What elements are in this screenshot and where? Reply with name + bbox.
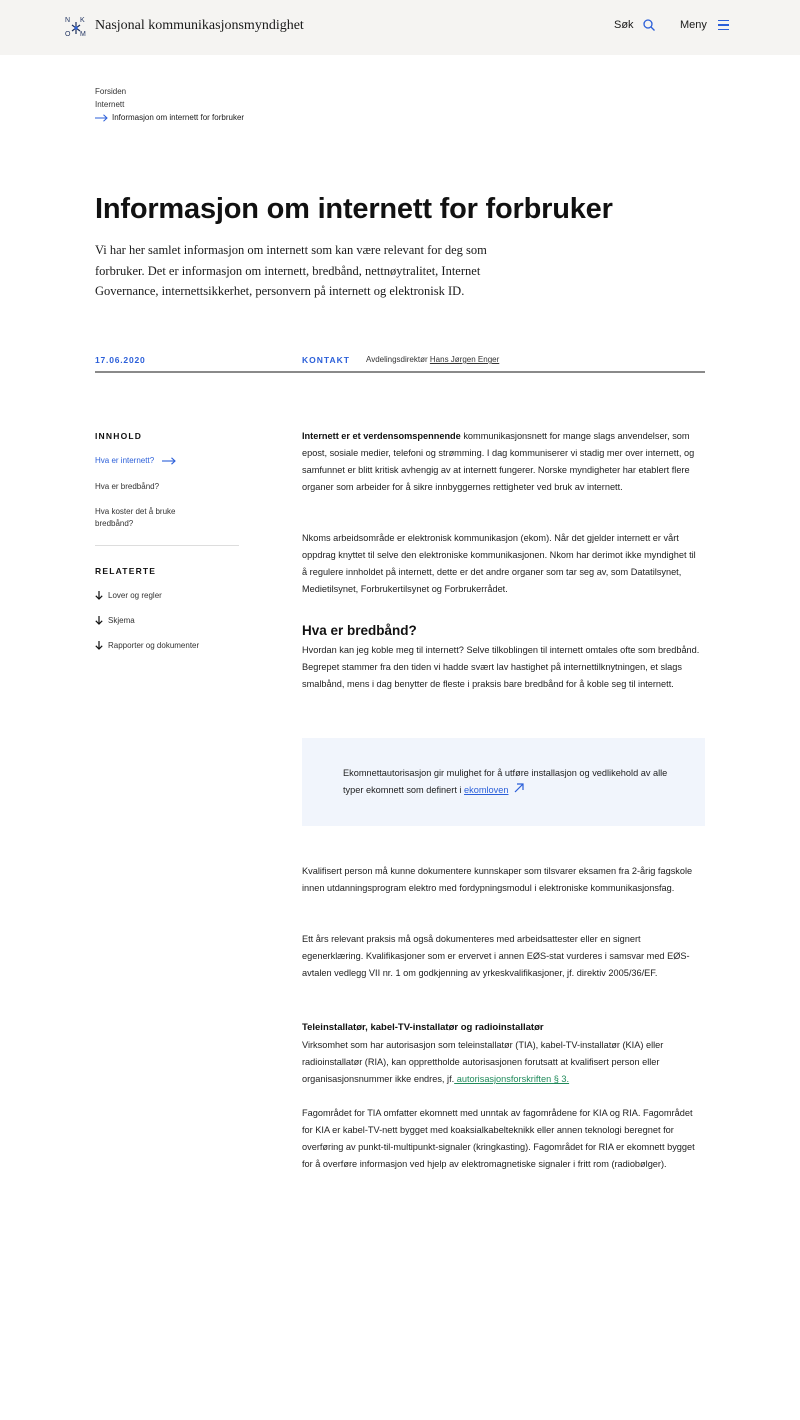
toc-item-label: Hva er internett? — [95, 456, 155, 465]
breadcrumb-home[interactable]: Forsiden — [95, 87, 127, 96]
paragraph-praksis: Ett års relevant praksis må også dokumenteres med arbeidsattester eller en signert egenerklæring. Kvalifikasjoner som er ervervet i annen EØS-stat vurderes i samsvar med EØS-avtalen vedlegg VII nr. 1 om godkjenning av yrkeskvalifikasjoner, jf. direktiv 2005/36/EF. — [302, 934, 690, 978]
section-heading-installator: Teleinstallatør, kabel-TV-installatør og radioinstallatør — [302, 1022, 544, 1033]
related-item-skjema[interactable] — [95, 616, 135, 625]
logo-letter-m: M — [80, 31, 86, 38]
paragraph-body: kommunikasjonsnett for mange slags anvendelser, som epost, sosiale medier, telefoni og strømming. I dag kommuniserer vi stadig mer over internett, og samfunnet er blitt kritisk avhengig av at internett fungerer. Norske myndigheter har etablert flere organer som arbeider for å sikre innbyggernes rettigheter ved bruk av internett. — [302, 431, 695, 492]
section-heading-bredband: Hva er bredbånd? — [302, 623, 417, 638]
site-header — [0, 0, 800, 55]
meta-divider — [95, 371, 705, 373]
paragraph-lead-bold: Internett er et verdensomspennende — [302, 431, 461, 441]
menu-label: Meny — [680, 19, 707, 31]
page-lead: Vi har her samlet informasjon om internett som kan være relevant for deg som forbruker. Det er informasjon om internett, bredbånd, nettnøytralitet, Internet Governance, internettsikkerhet, personvern på internett og elektronisk ID. — [95, 243, 487, 298]
search-icon — [643, 19, 655, 31]
paragraph-nkom: Nkoms arbeidsområde er elektronisk kommunikasjon (ekom). Når det gjelder internett er vårt oppdrag knyttet til selve den elektroniske kommunikasjonen. Nkom har derimot ikke myndighet til å regulere innholdet på internett, dette er det andre organer som tar seg av, som Datatilsynet, Medietilsynet, Forbrukertilsynet og Forbrukerrådet. — [302, 533, 696, 594]
external-link-icon[interactable] — [514, 783, 524, 793]
arrow-down-icon — [95, 616, 103, 625]
callout-body: Ekomnettautorisasjon gir mulighet for å utføre installasjon og vedlikehold av alle typer ekomnett som definert i — [343, 768, 668, 795]
contact-label: KONTAKT — [302, 355, 350, 365]
site-brand[interactable]: Nasjonal kommunikasjonsmyndighet — [95, 18, 304, 33]
arrow-right-icon — [95, 114, 108, 122]
logo-emblem-icon — [64, 16, 88, 40]
arrow-down-icon — [95, 641, 103, 650]
sidebar-divider — [95, 545, 239, 546]
contact-info — [366, 355, 499, 364]
toc-heading: INNHOLD — [95, 431, 143, 441]
toc-item-kostnad[interactable]: Hva koster det å bruke bredbånd? — [95, 507, 176, 528]
arrow-right-icon — [162, 457, 176, 465]
ekomloven-link[interactable]: ekomloven — [464, 785, 509, 795]
forskrift-link[interactable]: autorisasjonsforskriften § 3. — [454, 1074, 570, 1084]
paragraph-internett — [302, 428, 702, 496]
paragraph-fagomrader: Fagområdet for TIA omfatter ekomnett med unntak av fagområdene for KIA og RIA. Fagområdet for KIA er kabel-TV-nett bygget med koaksialkabelteknikk eller annen teknologi beregnet for overføring av punkt-til-multipunkt-signaler (kringkasting). Fagområdet for RIA er ekomnett bygget for å overføre informasjon ved hjelp av elektromagnetiske signaler i fritt rom (radiobølger). — [302, 1108, 695, 1169]
hamburger-icon — [718, 20, 729, 30]
related-item-rapporter[interactable] — [95, 641, 199, 650]
toc-item-bredband[interactable]: Hva er bredbånd? — [95, 482, 160, 491]
contact-role: Avdelingsdirektør — [366, 355, 428, 364]
menu-button[interactable] — [680, 19, 729, 31]
paragraph-kvalifisert: Kvalifisert person må kunne dokumentere kunnskaper som tilsvarer eksamen fra 2-årig fagskole innen utdanningsprogram elektro med fordypningsmodul i elektroniske kommunikasjonsfag. — [302, 866, 693, 893]
breadcrumb-current — [95, 113, 244, 122]
toc-item-internett[interactable] — [95, 455, 176, 467]
paragraph-bredband: Hvordan kan jeg koble meg til internett? Selve tilkoblingen til internett omtales ofte som bredbånd. Begrepet stammer fra den tiden vi hadde svært lav hastighet på internettilknytningen, et slags smalbånd, mens i dag benytter de fleste i praksis bare bredbånd for å koble seg til internett. — [302, 645, 700, 689]
related-heading: RELATERTE — [95, 566, 157, 576]
related-item-label: Rapporter og dokumenter — [108, 641, 200, 650]
info-callout — [302, 738, 705, 826]
paragraph-body: Virksomhet som har autorisasjon som teleinstallatør (TIA), kabel-TV-installatør (KIA) eller radioinstallatør (RIA), kan opprettholde autorisasjonen forutsatt at kvalifisert person eller organisasjonsnummer ikke endres, jf. — [302, 1040, 664, 1084]
contact-name-link[interactable]: Hans Jørgen Enger — [429, 355, 500, 364]
related-item-label: Skjema — [108, 616, 135, 625]
breadcrumb-current-label: Informasjon om internett for forbruker — [112, 113, 245, 122]
publish-date: 17.06.2020 — [95, 355, 146, 365]
nkom-logo[interactable] — [64, 16, 88, 40]
related-item-label: Lover og regler — [108, 591, 162, 600]
breadcrumb-internett[interactable]: Internett — [95, 100, 125, 109]
logo-letter-k: K — [80, 17, 85, 24]
arrow-down-icon — [95, 591, 103, 600]
logo-letter-n: N — [65, 17, 71, 24]
related-item-lover[interactable] — [95, 591, 162, 600]
page-title: Informasjon om internett for forbruker — [95, 193, 613, 225]
search-label: Søk — [614, 19, 634, 31]
callout-text — [343, 765, 683, 799]
search-button[interactable] — [614, 19, 655, 31]
paragraph-autorisasjon — [302, 1037, 702, 1088]
logo-letter-o: O — [65, 31, 71, 38]
